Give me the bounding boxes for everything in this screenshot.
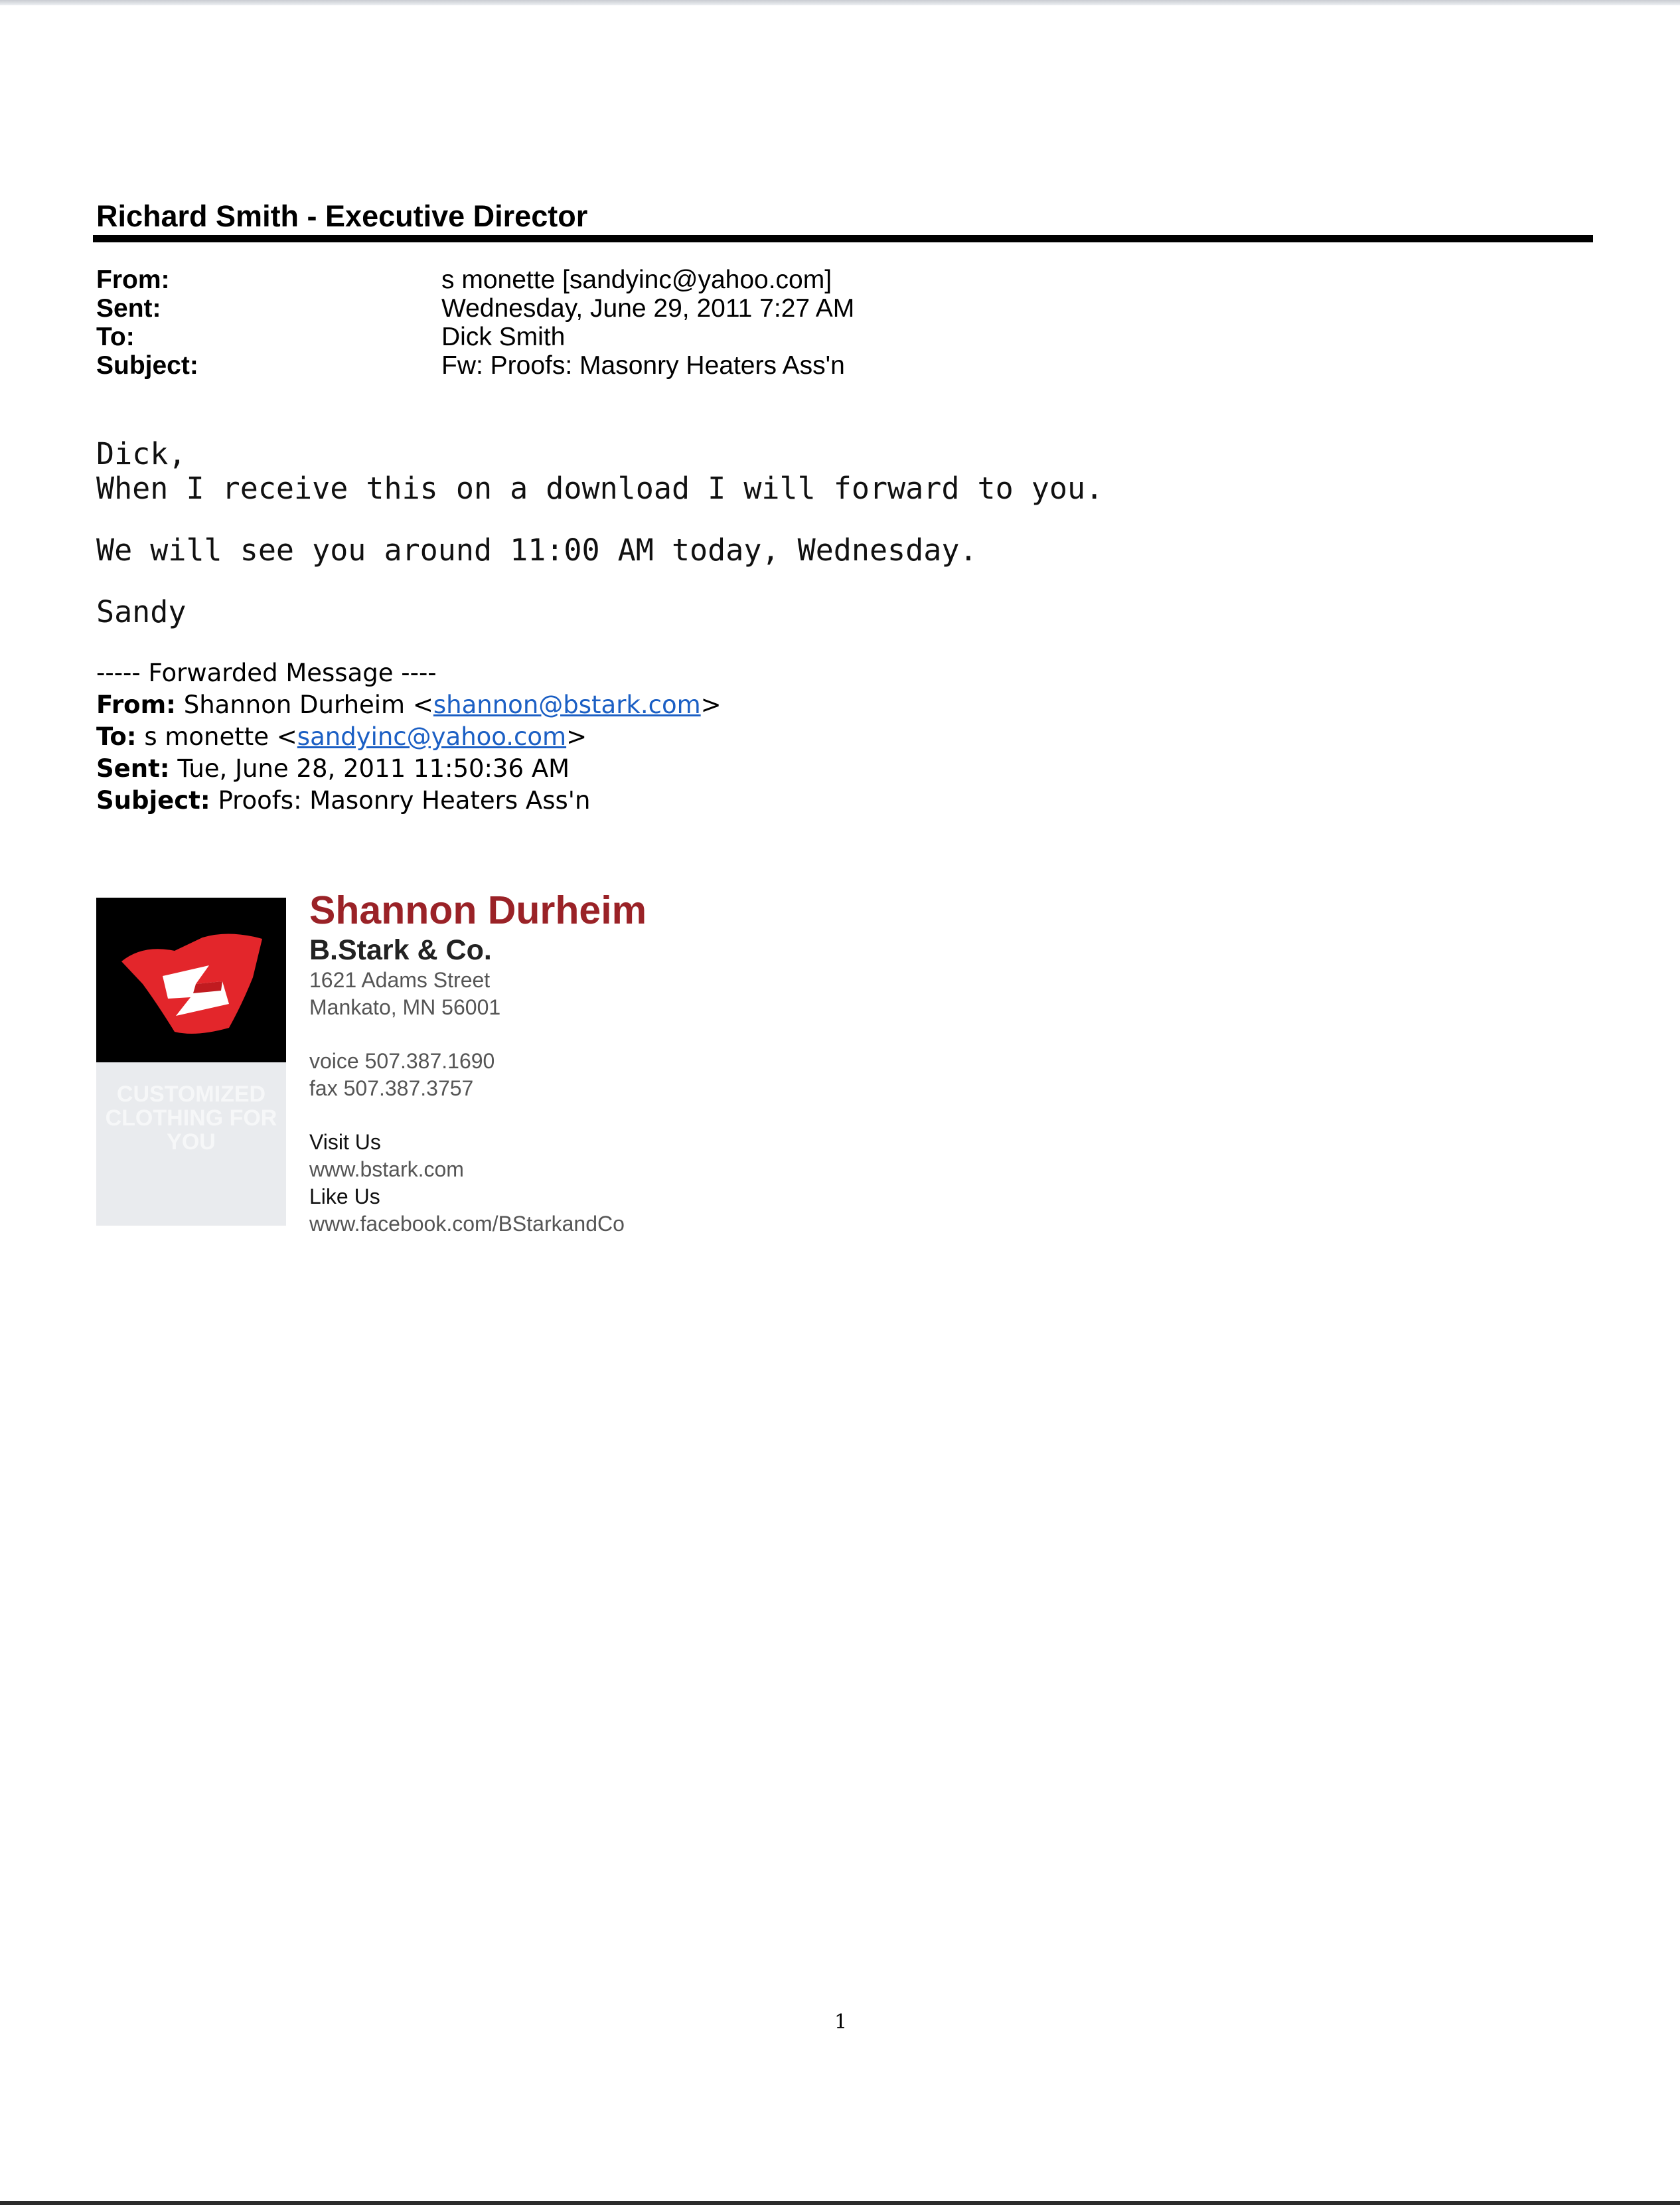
forwarded-from-email-link[interactable]: shannon@bstark.com — [433, 691, 701, 719]
forwarded-sent-value: Tue, June 28, 2011 11:50:36 AM — [177, 754, 570, 783]
meta-row-from — [96, 266, 854, 294]
forwarded-to-label: To: — [96, 722, 137, 751]
forwarded-sent — [96, 753, 722, 785]
signature-city: Mankato, MN 56001 — [309, 995, 501, 1019]
meta-row-subject — [96, 351, 854, 380]
forwarded-from-label: From: — [96, 691, 176, 719]
body-signoff: Sandy — [96, 594, 187, 629]
body-line: When I receive this on a download I will forward to you. — [96, 471, 1104, 506]
flag-logo-icon — [96, 898, 286, 1062]
forwarded-from-name: Shannon Durheim — [183, 691, 406, 719]
signature-like-label: Like Us — [309, 1184, 380, 1208]
signature-street: 1621 Adams Street — [309, 968, 491, 992]
body-line: We will see you around 11:00 AM today, Wednesday. — [96, 532, 978, 568]
email-signature — [309, 887, 647, 1238]
forwarded-to-email-link[interactable]: sandyinc@yahoo.com — [297, 722, 567, 751]
meta-value: s monette [sandyinc@yahoo.com] — [441, 266, 832, 294]
signature-website[interactable]: www.bstark.com — [309, 1157, 464, 1181]
forwarded-divider: ----- Forwarded Message ---- — [96, 659, 437, 687]
meta-label: Sent: — [96, 294, 161, 323]
signature-company: B.Stark & Co. — [309, 934, 492, 966]
email-body — [96, 437, 1103, 629]
forwarded-to-name: s monette — [144, 722, 269, 751]
forwarded-subject-label: Subject: — [96, 786, 210, 815]
signature-fax: fax 507.387.3757 — [309, 1076, 474, 1100]
signature-visit-label: Visit Us — [309, 1130, 381, 1154]
header-rule — [93, 235, 1593, 242]
meta-value: Dick Smith — [441, 323, 566, 351]
scan-edge-bottom — [0, 2201, 1680, 2205]
meta-label: From: — [96, 266, 170, 294]
page-number: 1 — [834, 2010, 848, 2034]
meta-row-sent — [96, 294, 854, 323]
meta-label: Subject: — [96, 351, 198, 380]
header-title: Richard Smith - Executive Director — [96, 199, 588, 233]
body-greeting: Dick, — [96, 436, 187, 471]
forwarded-from: From: Shannon Durheim <shannon@bstark.com> — [96, 691, 722, 719]
forwarded-sent-label: Sent: — [96, 754, 170, 783]
forwarded-subject — [96, 785, 722, 817]
scan-edge-top — [0, 0, 1680, 5]
meta-value: Wednesday, June 29, 2011 7:27 AM — [441, 294, 855, 323]
meta-row-to — [96, 323, 854, 351]
company-tagline-faded: CUSTOMIZED CLOTHING FOR YOU — [96, 1062, 286, 1226]
signature-voice: voice 507.387.1690 — [309, 1049, 495, 1073]
signature-name: Shannon Durheim — [309, 888, 647, 932]
signature-facebook[interactable]: www.facebook.com/BStarkandCo — [309, 1212, 625, 1236]
forwarded-subject-value: Proofs: Masonry Heaters Ass'n — [218, 786, 591, 815]
company-logo — [96, 898, 286, 1062]
meta-label: To: — [96, 323, 135, 351]
email-meta — [96, 266, 854, 380]
forwarded-to: To: s monette <sandyinc@yahoo.com> — [96, 722, 587, 751]
meta-value: Fw: Proofs: Masonry Heaters Ass'n — [441, 351, 845, 380]
forwarded-header — [96, 657, 722, 817]
